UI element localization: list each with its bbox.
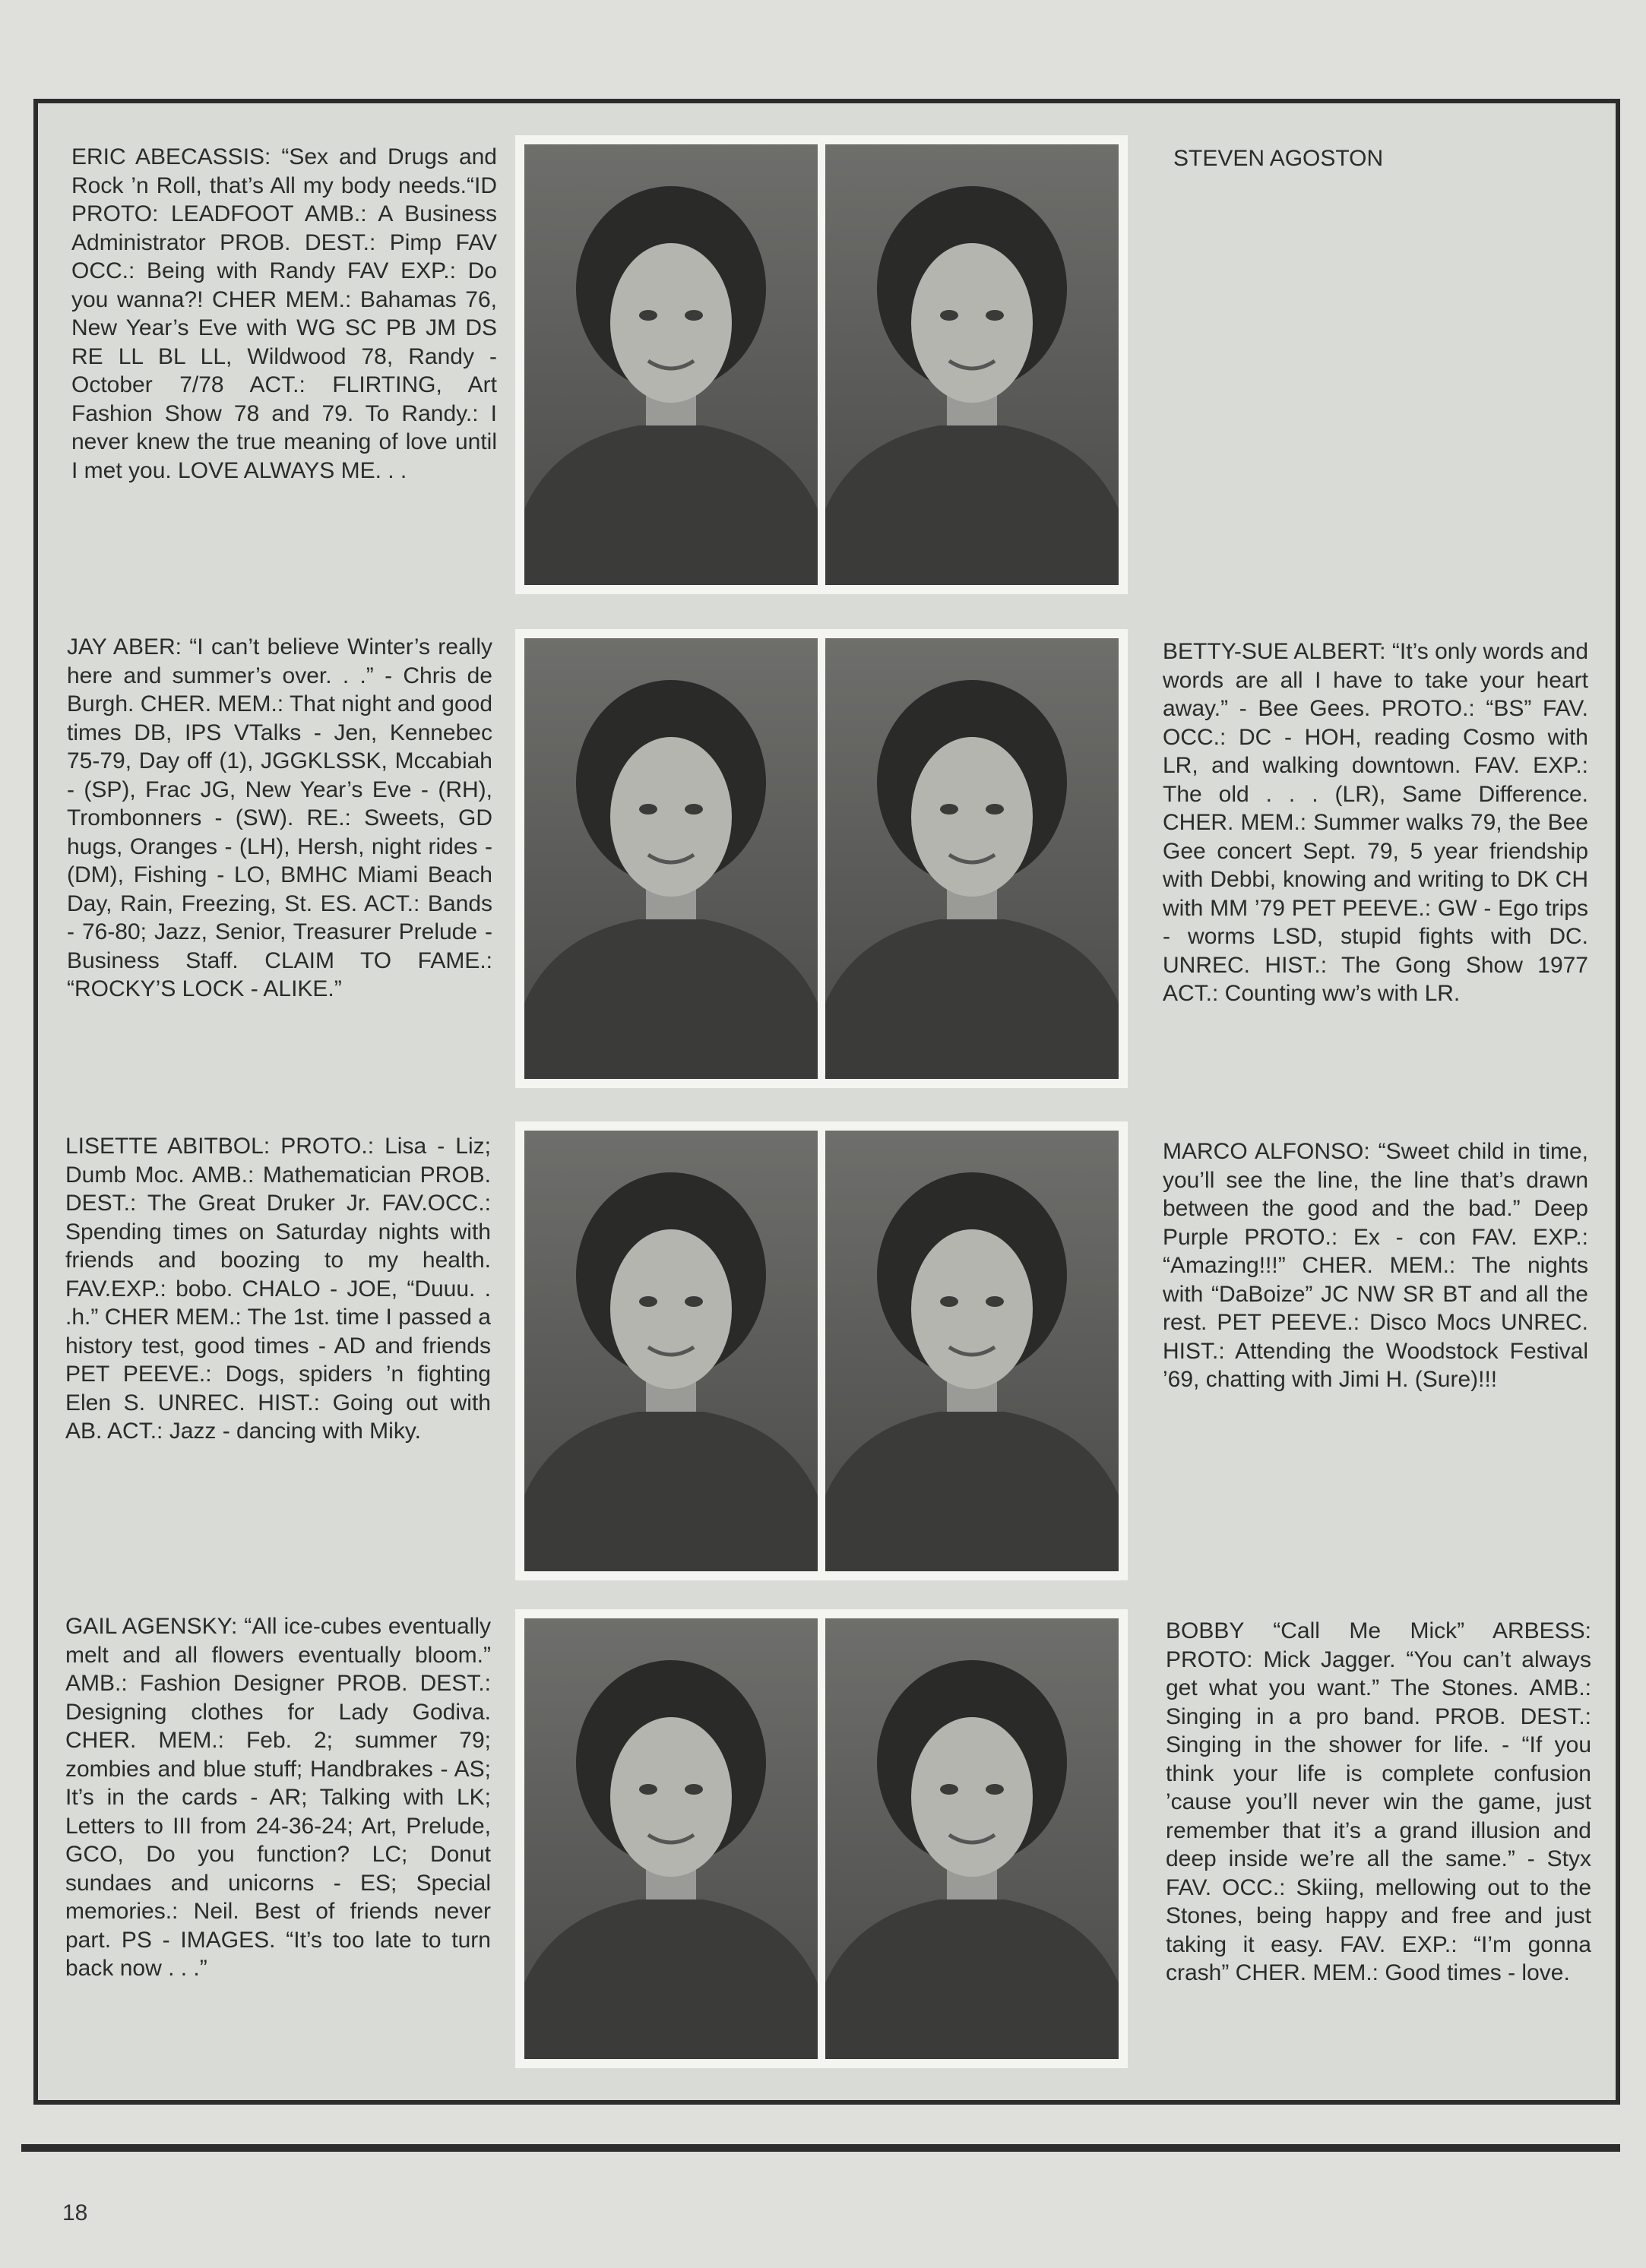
photo-pair-row-3 bbox=[515, 1121, 1128, 1580]
portrait-lisette-abitbol bbox=[524, 1131, 818, 1571]
bottom-rule bbox=[21, 2144, 1620, 2152]
bio-lisette-abitbol: LISETTE ABITBOL: PROTO.: Lisa - Liz; Dumb Moc. AMB.: Mathematician PROB. DEST.: The Great Druker Jr. FAV.OCC.: Spending times on Saturday nights with friends and boozing to my health. FAV.EXP.: bobo. CHALO - JOE, “Duuu. . .h.” CHER MEM.: The 1st. time I passed a history test, good times - AD and friends PET PEEVE.: Dogs, spiders ’n fighting Elen S. UNREC. HIST.: Going out with AB. ACT.: Jazz - dancing with Miky. bbox=[65, 1134, 491, 1444]
bio-marco-alfonso: MARCO ALFONSO: “Sweet child in time, you’ll see the line, the line that’s drawn between the good and the bad.” Deep Purple PROTO.: Ex - con FAV. EXP.: “Amazing!!!” CHER. MEM.: The nights with “DaBoize” JC NW SR BT and all the rest. PET PEEVE.: Disco Mocs UNREC. HIST.: Attending the Woodstock Festival ’69, chatting with Jimi H. (Sure)!!! bbox=[1163, 1139, 1588, 1392]
photo-pair-row-1 bbox=[515, 135, 1128, 594]
bio-betty-sue-albert: BETTY-SUE ALBERT: “It’s only words and words are all I have to take your heart away.” - Bee Gees. PROTO.: “BS” FAV. OCC.: DC - HOH, reading Cosmo with LR, and walking downtown. FAV. EXP.: The old . . . (LR), Same Difference. CHER. MEM.: Summer walks 79, the Bee Gee concert Sept. 79, 5 year friendship with Debbi, knowing and writing to DK CH with MM ’79 PET PEEVE.: GW - Ego trips - worms LSD, stupid fights with DC. UNREC. HIST.: The Gong Show 1977 ACT.: Counting ww’s with LR. bbox=[1163, 639, 1588, 1006]
photo-pair-row-2 bbox=[515, 629, 1128, 1088]
portrait-marco-alfonso bbox=[825, 1131, 1119, 1571]
bio-jay-aber: JAY ABER: “I can’t believe Winter’s really here and summer’s over. . .” - Chris de Burgh. CHER. MEM.: That night and good times DB, IPS VTalks - Jen, Kennebec 75-79, Day off (1), JGGKLSSK, Mccabiah - (SP), Frac JG, New Year’s Eve - (RH), Trombonners - (SW). RE.: Sweets, GD hugs, Oranges - (LH), Hersh, night rides - (DM), Fishing - LO, BMHC Miami Beach Day, Rain, Freezing, St. ES. ACT.: Bands - 76-80; Jazz, Senior, Treasurer Prelude - Business Staff. CLAIM TO FAME.: “ROCKY’S LOCK - ALIKE.” bbox=[67, 634, 492, 1001]
portrait-betty-sue-albert bbox=[825, 638, 1119, 1079]
portrait-steven-agoston bbox=[825, 144, 1119, 585]
bio-bobby-arbess: BOBBY “Call Me Mick” ARBESS: PROTO: Mick Jagger. “You can’t always get what you want.” The Stones. AMB.: Singing in a pro band. PROB. DEST.: Singing in the shower for life. - “If you think your life is complete confusion ’cause you’ll never win the game, just remember that it’s a grand illusion and deep inside we’re all the same.” - Styx FAV. OCC.: Skiing, mellowing out to the Stones, being happy and free and just taking it easy. FAV. EXP.: “I’m gonna crash” CHER. MEM.: Good times - love. bbox=[1166, 1618, 1591, 1985]
bio-eric-abecassis: ERIC ABECASSIS: “Sex and Drugs and Rock ’n Roll, that’s All my body needs.“ID PROTO: LEADFOOT AMB.: A Business Administrator PROB. DEST.: Pimp FAV OCC.: Being with Randy FAV EXP.: Do you wanna?! CHER MEM.: Bahamas 76, New Year’s Eve with WG SC PB JM DS RE LL BL LL, Wildwood 78, Randy - October 7/78 ACT.: FLIRTING, Art Fashion Show 78 and 79. To Randy.: I never knew the true meaning of love until I met you. LOVE ALWAYS ME. . . bbox=[71, 144, 497, 483]
bio-steven-agoston: STEVEN AGOSTON bbox=[1173, 146, 1384, 171]
portrait-jay-aber bbox=[524, 638, 818, 1079]
photo-pair-row-4 bbox=[515, 1609, 1128, 2068]
portrait-eric-abecassis bbox=[524, 144, 818, 585]
portrait-gail-agensky bbox=[524, 1618, 818, 2059]
bio-gail-agensky: GAIL AGENSKY: “All ice-cubes eventually melt and all flowers eventually bloom.” AMB.: Fashion Designer PROB. DEST.: Designing clothes for Lady Godiva. CHER. MEM.: Feb. 2; summer 79; zombies and blue stuff; Handbrakes - AS; It’s in the cards - AR; Talking with LK; Letters to III from 24-36-24; Art, Prelude, GCO, Do you function? LC; Donut sundaes and unicorns - ES; Special memories.: Neil. Best of friends never part. PS - IMAGES. “It’s too late to turn back now . . .” bbox=[65, 1614, 491, 1981]
portrait-bobby-arbess bbox=[825, 1618, 1119, 2059]
page-number: 18 bbox=[62, 2200, 88, 2225]
